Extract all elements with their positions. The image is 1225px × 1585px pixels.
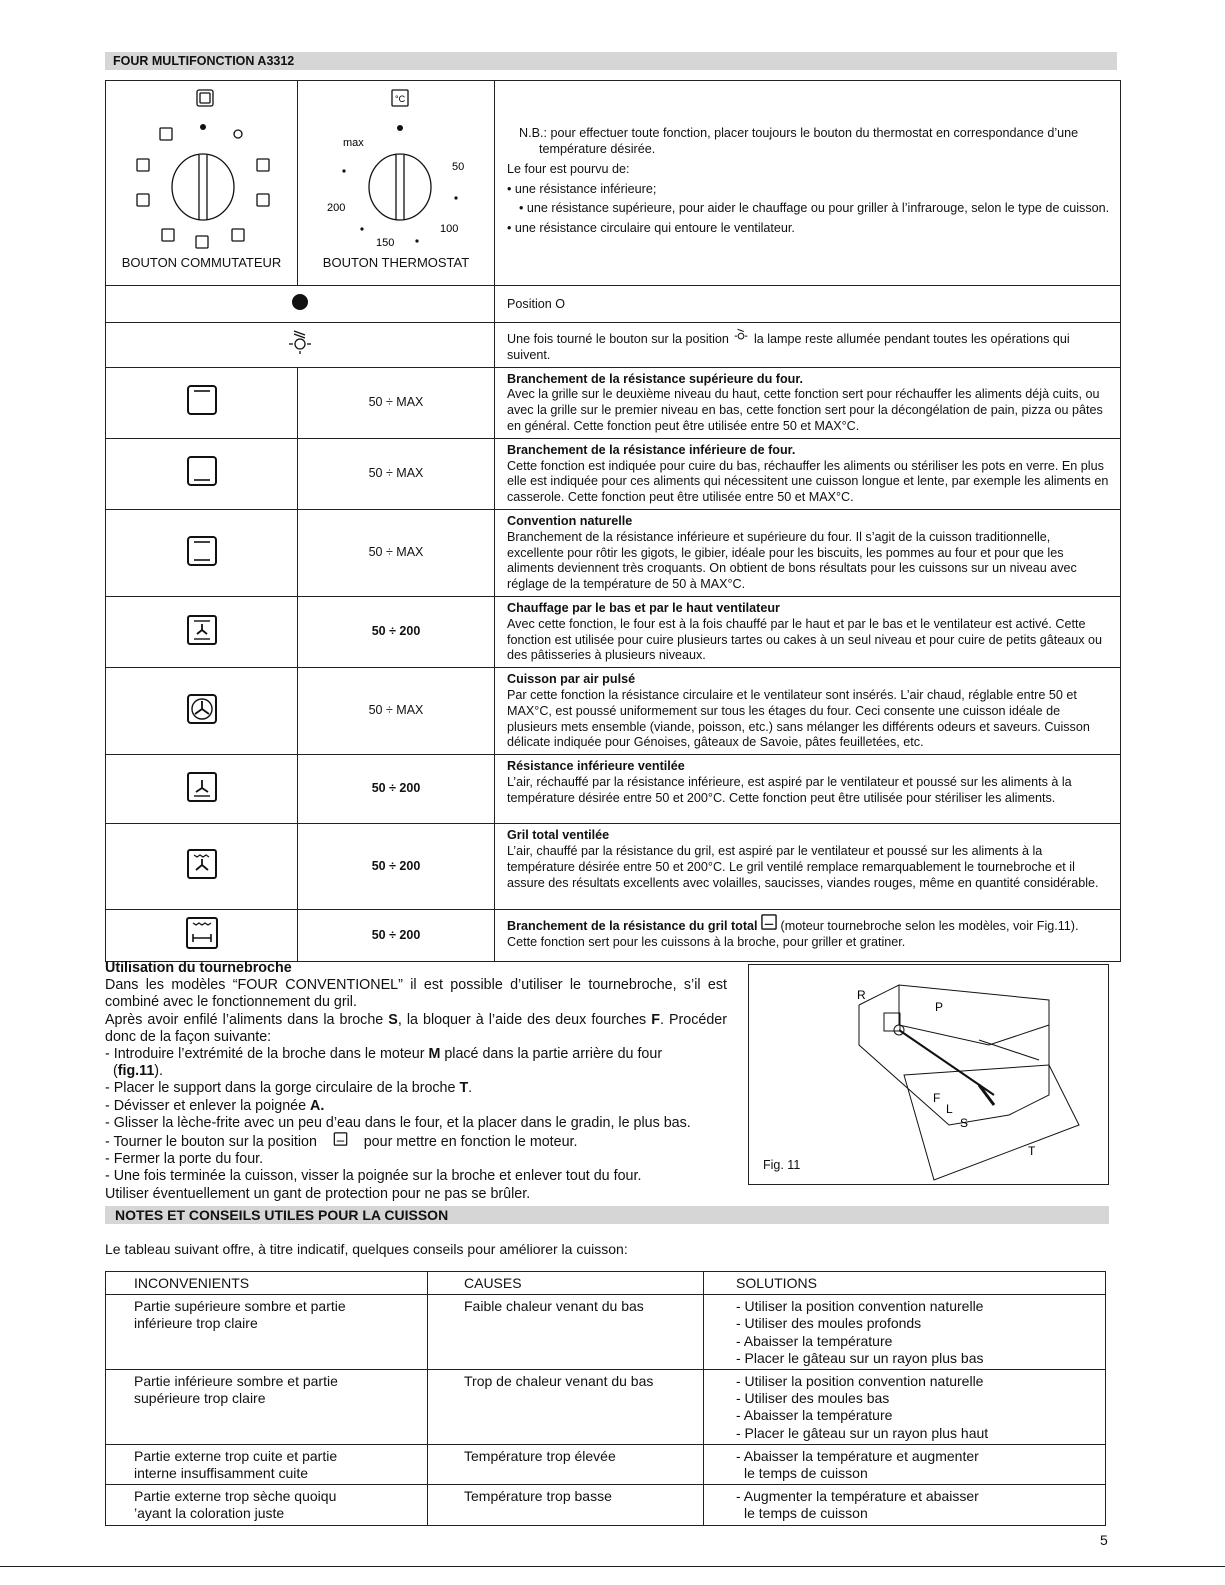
function-text: Position O: [507, 296, 566, 311]
pourvu-text: Le four est pourvu de:: [507, 161, 630, 176]
intro-item: • une résistance inférieure;: [507, 181, 657, 196]
function-row: [106, 755, 1121, 824]
table-row: Partie supérieure sombre et partie inférieure trop claire Faible chaleur venant du bas - Utiliser la position convention naturelle - Utiliser des moules profonds - Abaisser la température - Placer le gâteau sur un rayon plus bas: [106, 1295, 1106, 1370]
step: - Introduire l’extrémité de la broche dans le moteur M placé dans la partie arrière du four (fig.11).: [105, 1046, 663, 1080]
temp-range: 50 ÷ MAX: [298, 668, 495, 755]
function-text: Cette fonction est indiquée pour cuire du bas, réchauffer les aliments ou stériliser les pots en verre. En plus elle est indiquée pour ces aliments qui nécessitent une cuisson longue et lente, par exemple les aliments en casserole. Cette fonction peut être utilisée entre 50 et MAX°C.: [507, 458, 1109, 505]
page-header: FOUR MULTIFONCTION A3312: [105, 52, 1117, 70]
svg-text:P: P: [935, 1000, 944, 1014]
function-text: Par cette fonction la résistance circulaire et le ventilateur sont insérés. L’air chaud, réglable entre 50 et MAX°C, est poussé uniformement sur tous les étages du four. Ceci consente une cuisson idéale de plusieurs mets ensemble (viande, poisson, etc.) sans mélanger les différents odeurs et saveurs. Cuisson délicate indiquée pour Génoises, gâteaux de Savoie, pâtes feuilletées, etc.: [507, 687, 1090, 750]
function-text: L’air, réchauffé par la résistance inférieure, est aspiré par le ventilateur et poussé sur les aliments à la température désirée entre 50 et 200°C. Cette fonction peut être utilisée pour stériliser les aliments.: [507, 774, 1072, 805]
commutateur-label: BOUTON COMMUTATEUR: [121, 255, 282, 271]
function-text: la lampe reste allumée pendant toutes les opérations qui suivent.: [507, 332, 1070, 362]
figure-label: Fig. 11: [763, 1158, 801, 1172]
function-text: Cette fonction sert pour les cuissons à la broche, pour griller et gratiner.: [507, 934, 906, 949]
function-title: Branchement de la résistance supérieure du four.: [507, 371, 804, 386]
lamp-icon: [732, 327, 750, 343]
step: - Glisser la lèche-frite avec un peu d’eau dans le four, et la placer dans le gradin, le plus bas.: [105, 1114, 691, 1131]
step: - Une fois terminée la cuisson, visser la poignée sur la broche et enlever tout du four.: [105, 1168, 642, 1185]
intro-item: • une résistance supérieure, pour aider le chauffage ou pour griller à l’infrarouge, selon le type de cuisson.: [519, 201, 1110, 216]
page-number: 5: [1100, 1532, 1108, 1548]
step: - Placer le support dans la gorge circulaire de la broche T.: [105, 1080, 473, 1097]
fan-top-bottom-icon: [186, 614, 218, 646]
svg-text:F: F: [933, 1091, 941, 1105]
thermostat-label: BOUTON THERMOSTAT: [322, 255, 470, 271]
grill-rotisserie-icon: [333, 1132, 348, 1146]
svg-text:150: 150: [376, 237, 395, 249]
function-row: [106, 367, 1121, 438]
function-title: Résistance inférieure ventilée: [507, 759, 685, 774]
thermostat-knob-icon: [298, 81, 493, 261]
paragraph: Après avoir enfilé l’aliments dans la broche S, la bloquer à l’aide des deux fourches F. Procéder donc de la façon suivante:: [105, 1011, 727, 1045]
function-row: [106, 910, 1121, 962]
svg-text:100: 100: [440, 223, 459, 235]
notes-intro: Le tableau suivant offre, à titre indicatif, quelques conseils pour améliorer la cuisson:: [105, 1241, 628, 1257]
bottom-divider: [0, 1566, 1225, 1567]
lamp-icon: [285, 328, 315, 356]
function-title: Convention naturelle: [507, 513, 633, 528]
off-dot-icon: [290, 292, 310, 312]
grill-rotisserie-icon: [761, 914, 777, 930]
table-header-row: [106, 1272, 1106, 1295]
conventional-icon: [186, 535, 218, 567]
function-row: [106, 323, 1121, 368]
function-title: Chauffage par le bas et par le haut ventilateur: [507, 600, 780, 615]
function-title: Gril total ventilée: [507, 828, 610, 843]
function-text: Branchement de la résistance inférieure et supérieure du four. Il s’agit de la cuisson traditionnelle, excellente pour rôtir les gigots, le gibier, idéale pour les biscuits, les pommes au four et pour que les aliments deviennent très croquants. On obtient de bons résultats pour les cuissons sur un niveau avec réglage de la température de 50 à MAX°C.: [507, 529, 1077, 592]
thermostat-knob-cell: [298, 81, 495, 286]
svg-text:T: T: [1028, 1144, 1036, 1158]
function-text: (moteur tournebroche selon les modèles, voir Fig.11).: [780, 919, 1079, 934]
fan-bottom-icon: [186, 771, 218, 803]
intro-item: • une résistance circulaire qui entoure le ventilateur.: [507, 221, 795, 236]
svg-text:50: 50: [452, 161, 465, 173]
svg-text:S: S: [960, 1116, 969, 1130]
svg-text:R: R: [857, 988, 866, 1002]
function-text: Avec la grille sur le deuxième niveau du haut, cette fonction sert pour réchauffer les aliments déjà cuits, ou avec la grille sur le premier niveau en bas, cette fonction sert pour la décongélation de pain, pizza ou pâtes en général. Cette fonction peut être utilisée entre 50 et MAX°C.: [507, 387, 1103, 433]
column-header: SOLUTIONS: [704, 1272, 1106, 1295]
function-text: L’air, chauffé par la résistance du gril, est aspiré par le ventilateur et poussé sur les aliments à la température désirée entre 50 et 200°C. Le gril ventilé remplace remarquablement le tournebroche et il assure des résultats excellents avec volailles, saucisses, viandes rouges, même en quantité considérable.: [507, 843, 1099, 890]
function-row: [106, 509, 1121, 596]
temp-range: 50 ÷ MAX: [298, 438, 495, 509]
grill-rotisserie-icon: [185, 916, 219, 950]
temp-range: 50 ÷ MAX: [298, 509, 495, 596]
notes-header: NOTES ET CONSEILS UTILES POUR LA CUISSON: [105, 1206, 1109, 1224]
svg-text:°C: °C: [395, 94, 406, 104]
function-text: Une fois tourné le bouton sur la position: [507, 332, 729, 346]
temp-range: 50 ÷ MAX: [298, 367, 495, 438]
svg-text:L: L: [946, 1102, 953, 1116]
fan-circular-icon: [186, 693, 218, 725]
column-header: CAUSES: [428, 1272, 704, 1295]
column-header: INCONVENIENTS: [106, 1272, 428, 1295]
function-title: Branchement de la résistance inférieure de four.: [507, 442, 796, 457]
tips-table: [105, 1271, 1106, 1526]
figure-11: [748, 964, 1109, 1185]
bottom-heat-icon: [186, 455, 218, 487]
functions-table: [105, 80, 1121, 962]
table-row: Partie externe trop cuite et partie interne insuffisamment cuite Température trop élevée - Abaisser la température et augmenter le temps de cuisson: [106, 1444, 1106, 1484]
rotisserie-diagram: [749, 965, 1108, 1184]
step: - Dévisser et enlever la poignée A.: [105, 1097, 325, 1114]
fan-grill-icon: [186, 848, 218, 880]
tournebroche-section: [105, 960, 727, 1203]
function-row: [106, 824, 1121, 910]
svg-text:200: 200: [327, 202, 346, 214]
step: - Fermer la porte du four.: [105, 1151, 264, 1168]
svg-text:max: max: [343, 137, 364, 149]
temp-range: 50 ÷ 200: [298, 596, 495, 667]
top-heat-icon: [186, 384, 218, 416]
function-text: Avec cette fonction, le four est à la fois chauffé par le haut et par le bas et le ventilateur est activé. Cette fonction est utilisée pour cuire plusieurs tartes ou cakes à un seul niveau et pour cuire de petits gâteaux ou des pâtisseries à plusieurs niveaux.: [507, 616, 1103, 663]
temp-range: 50 ÷ 200: [298, 910, 495, 962]
function-row: [106, 596, 1121, 667]
function-row: [106, 668, 1121, 755]
function-title: Branchement de la résistance du gril total: [507, 919, 758, 934]
step: - Tourner le bouton sur la position pour mettre en fonction le moteur.: [105, 1134, 578, 1151]
commutateur-knob-icon: [106, 81, 296, 261]
table-row: Partie inférieure sombre et partie supérieure trop claire Trop de chaleur venant du bas - Utiliser la position convention naturelle - Utiliser des moules bas - Abaisser la température - Placer le gâteau sur un rayon plus haut: [106, 1370, 1106, 1445]
function-row: [106, 438, 1121, 509]
function-title: Cuisson par air pulsé: [507, 672, 636, 687]
function-row: [106, 286, 1121, 323]
commutateur-knob-cell: [106, 81, 298, 286]
temp-range: 50 ÷ 200: [298, 755, 495, 824]
paragraph: Dans les modèles “FOUR CONVENTIONEL” il est possible d’utiliser le tournebroche, s’il est combiné avec le fonctionnement du gril.: [105, 977, 727, 1011]
section-title: Utilisation du tournebroche: [105, 960, 292, 976]
intro-cell: [495, 81, 1121, 286]
table-row: Partie externe trop sèche quoiqu ’ayant la coloration juste Température trop basse - Augmenter la température et abaisser le temps de cuisson: [106, 1485, 1106, 1525]
nb-text: N.B.: pour effectuer toute fonction, placer toujours le bouton du thermostat en correspondance d’une température désirée.: [519, 126, 1079, 156]
temp-range: 50 ÷ 200: [298, 824, 495, 910]
step: Utiliser éventuellement un gant de protection pour ne pas se brûler.: [105, 1185, 531, 1202]
